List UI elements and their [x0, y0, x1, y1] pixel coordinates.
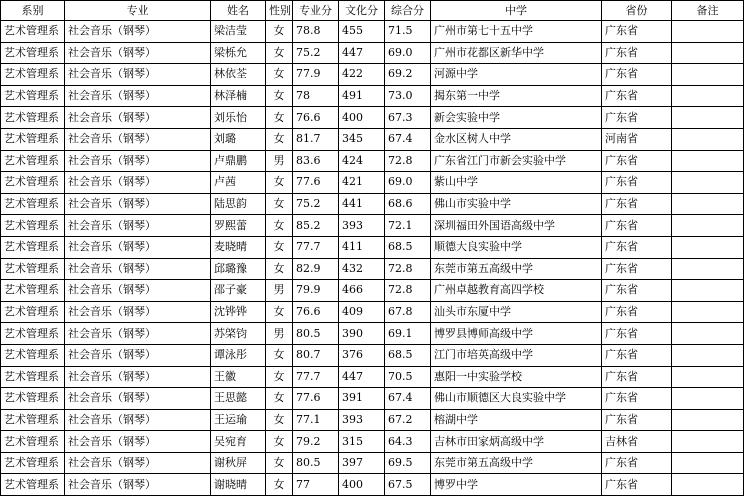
name-cell: 谢秋屏: [211, 452, 266, 474]
province-cell: 广东省: [602, 474, 672, 496]
composite-score-cell: 69.0: [385, 42, 431, 64]
header-composite-score: 综合分: [385, 1, 431, 21]
header-culture-score: 文化分: [339, 1, 385, 21]
composite-score-cell: 72.1: [385, 215, 431, 237]
header-department: 系别: [1, 1, 65, 21]
header-row: [1, 1, 744, 21]
remarks-cell: [672, 107, 744, 129]
high-school-cell: 东莞市第五高级中学: [431, 452, 602, 474]
major-cell: 社会音乐（钢琴）: [65, 215, 211, 237]
high-school-cell: 博罗中学: [431, 474, 602, 496]
remarks-cell: [672, 21, 744, 43]
major-score-cell: 82.9: [293, 258, 339, 280]
major-score-cell: 77.6: [293, 388, 339, 410]
province-cell: 广东省: [602, 193, 672, 215]
major-cell: 社会音乐（钢琴）: [65, 474, 211, 496]
major-cell: 社会音乐（钢琴）: [65, 280, 211, 302]
gender-cell: 女: [266, 215, 293, 237]
gender-cell: 女: [266, 193, 293, 215]
composite-score-cell: 68.6: [385, 193, 431, 215]
major-score-cell: 79.2: [293, 431, 339, 453]
culture-score-cell: 393: [339, 409, 385, 431]
table-row: [1, 323, 744, 345]
department-cell: 艺术管理系: [1, 388, 65, 410]
culture-score-cell: 432: [339, 258, 385, 280]
remarks-cell: [672, 388, 744, 410]
culture-score-cell: 421: [339, 172, 385, 194]
department-cell: 艺术管理系: [1, 323, 65, 345]
province-cell: 广东省: [602, 344, 672, 366]
remarks-cell: [672, 236, 744, 258]
gender-cell: 女: [266, 366, 293, 388]
gender-cell: 女: [266, 85, 293, 107]
name-cell: 邵子豪: [211, 280, 266, 302]
department-cell: 艺术管理系: [1, 172, 65, 194]
major-score-cell: 77.6: [293, 172, 339, 194]
major-cell: 社会音乐（钢琴）: [65, 236, 211, 258]
province-cell: 广东省: [602, 280, 672, 302]
name-cell: 苏棨钧: [211, 323, 266, 345]
header-remarks: 备注: [672, 1, 744, 21]
header-province: 省份: [602, 1, 672, 21]
table-header: [1, 1, 744, 21]
name-cell: 吴宛育: [211, 431, 266, 453]
culture-score-cell: 409: [339, 301, 385, 323]
high-school-cell: 惠阳一中实验学校: [431, 366, 602, 388]
composite-score-cell: 68.5: [385, 344, 431, 366]
composite-score-cell: 71.5: [385, 21, 431, 43]
high-school-cell: 广州市花都区新华中学: [431, 42, 602, 64]
gender-cell: 男: [266, 280, 293, 302]
culture-score-cell: 391: [339, 388, 385, 410]
table-row: [1, 409, 744, 431]
gender-cell: 男: [266, 323, 293, 345]
table-row: [1, 474, 744, 496]
name-cell: 梁栎允: [211, 42, 266, 64]
header-major-score: 专业分: [293, 1, 339, 21]
name-cell: 邱璐豫: [211, 258, 266, 280]
province-cell: 广东省: [602, 452, 672, 474]
name-cell: 刘乐怡: [211, 107, 266, 129]
department-cell: 艺术管理系: [1, 150, 65, 172]
major-cell: 社会音乐（钢琴）: [65, 388, 211, 410]
composite-score-cell: 69.5: [385, 452, 431, 474]
high-school-cell: 东莞市第五高级中学: [431, 258, 602, 280]
name-cell: 王运瑜: [211, 409, 266, 431]
high-school-cell: 博罗县博师高级中学: [431, 323, 602, 345]
remarks-cell: [672, 344, 744, 366]
high-school-cell: 新会实验中学: [431, 107, 602, 129]
name-cell: 沈铧铧: [211, 301, 266, 323]
composite-score-cell: 67.8: [385, 301, 431, 323]
culture-score-cell: 345: [339, 128, 385, 150]
department-cell: 艺术管理系: [1, 344, 65, 366]
province-cell: 广东省: [602, 323, 672, 345]
name-cell: 林泽楠: [211, 85, 266, 107]
table-row: [1, 150, 744, 172]
province-cell: 广东省: [602, 42, 672, 64]
high-school-cell: 揭东第一中学: [431, 85, 602, 107]
composite-score-cell: 67.5: [385, 474, 431, 496]
province-cell: 广东省: [602, 258, 672, 280]
gender-cell: 女: [266, 301, 293, 323]
name-cell: 卢茜: [211, 172, 266, 194]
province-cell: 广东省: [602, 236, 672, 258]
table-row: [1, 301, 744, 323]
major-score-cell: 77: [293, 474, 339, 496]
table-row: [1, 366, 744, 388]
remarks-cell: [672, 150, 744, 172]
culture-score-cell: 315: [339, 431, 385, 453]
major-score-cell: 76.6: [293, 301, 339, 323]
department-cell: 艺术管理系: [1, 42, 65, 64]
remarks-cell: [672, 301, 744, 323]
major-cell: 社会音乐（钢琴）: [65, 42, 211, 64]
major-score-cell: 75.2: [293, 193, 339, 215]
department-cell: 艺术管理系: [1, 452, 65, 474]
remarks-cell: [672, 42, 744, 64]
name-cell: 刘璐: [211, 128, 266, 150]
remarks-cell: [672, 323, 744, 345]
province-cell: 广东省: [602, 150, 672, 172]
remarks-cell: [672, 409, 744, 431]
remarks-cell: [672, 128, 744, 150]
remarks-cell: [672, 452, 744, 474]
department-cell: 艺术管理系: [1, 366, 65, 388]
high-school-cell: 江门市培英高级中学: [431, 344, 602, 366]
department-cell: 艺术管理系: [1, 128, 65, 150]
province-cell: 河南省: [602, 128, 672, 150]
department-cell: 艺术管理系: [1, 21, 65, 43]
high-school-cell: 广州市第七十五中学: [431, 21, 602, 43]
department-cell: 艺术管理系: [1, 236, 65, 258]
major-score-cell: 80.5: [293, 452, 339, 474]
major-score-cell: 78.8: [293, 21, 339, 43]
remarks-cell: [672, 64, 744, 86]
high-school-cell: 榕湖中学: [431, 409, 602, 431]
major-score-cell: 77.1: [293, 409, 339, 431]
culture-score-cell: 422: [339, 64, 385, 86]
major-cell: 社会音乐（钢琴）: [65, 366, 211, 388]
gender-cell: 女: [266, 64, 293, 86]
composite-score-cell: 67.3: [385, 107, 431, 129]
province-cell: 广东省: [602, 107, 672, 129]
major-cell: 社会音乐（钢琴）: [65, 128, 211, 150]
composite-score-cell: 70.5: [385, 366, 431, 388]
culture-score-cell: 466: [339, 280, 385, 302]
culture-score-cell: 397: [339, 452, 385, 474]
department-cell: 艺术管理系: [1, 193, 65, 215]
composite-score-cell: 72.8: [385, 150, 431, 172]
name-cell: 麦晓晴: [211, 236, 266, 258]
gender-cell: 女: [266, 388, 293, 410]
composite-score-cell: 68.5: [385, 236, 431, 258]
major-cell: 社会音乐（钢琴）: [65, 409, 211, 431]
composite-score-cell: 69.2: [385, 64, 431, 86]
culture-score-cell: 447: [339, 366, 385, 388]
name-cell: 卢鼎鹏: [211, 150, 266, 172]
composite-score-cell: 64.3: [385, 431, 431, 453]
table-row: [1, 193, 744, 215]
department-cell: 艺术管理系: [1, 107, 65, 129]
name-cell: 罗熙蕾: [211, 215, 266, 237]
department-cell: 艺术管理系: [1, 64, 65, 86]
gender-cell: 男: [266, 150, 293, 172]
gender-cell: 女: [266, 452, 293, 474]
high-school-cell: 深圳福田外国语高级中学: [431, 215, 602, 237]
gender-cell: 女: [266, 21, 293, 43]
department-cell: 艺术管理系: [1, 474, 65, 496]
culture-score-cell: 390: [339, 323, 385, 345]
gender-cell: 女: [266, 431, 293, 453]
name-cell: 林依荃: [211, 64, 266, 86]
major-cell: 社会音乐（钢琴）: [65, 85, 211, 107]
major-cell: 社会音乐（钢琴）: [65, 21, 211, 43]
high-school-cell: 佛山市实验中学: [431, 193, 602, 215]
high-school-cell: 吉林市田家炳高级中学: [431, 431, 602, 453]
culture-score-cell: 393: [339, 215, 385, 237]
composite-score-cell: 67.2: [385, 409, 431, 431]
major-cell: 社会音乐（钢琴）: [65, 107, 211, 129]
composite-score-cell: 73.0: [385, 85, 431, 107]
department-cell: 艺术管理系: [1, 301, 65, 323]
major-cell: 社会音乐（钢琴）: [65, 193, 211, 215]
name-cell: 谭泳彤: [211, 344, 266, 366]
culture-score-cell: 400: [339, 107, 385, 129]
department-cell: 艺术管理系: [1, 258, 65, 280]
table-row: [1, 215, 744, 237]
table-body: [1, 21, 744, 496]
gender-cell: 女: [266, 409, 293, 431]
province-cell: 广东省: [602, 172, 672, 194]
table-row: [1, 128, 744, 150]
table-row: [1, 64, 744, 86]
high-school-cell: 汕头市东厦中学: [431, 301, 602, 323]
major-score-cell: 77.7: [293, 366, 339, 388]
gender-cell: 女: [266, 107, 293, 129]
major-score-cell: 80.7: [293, 344, 339, 366]
name-cell: 王思懿: [211, 388, 266, 410]
composite-score-cell: 72.8: [385, 280, 431, 302]
major-score-cell: 83.6: [293, 150, 339, 172]
major-cell: 社会音乐（钢琴）: [65, 301, 211, 323]
major-score-cell: 77.7: [293, 236, 339, 258]
table-row: [1, 431, 744, 453]
province-cell: 广东省: [602, 85, 672, 107]
gender-cell: 女: [266, 128, 293, 150]
major-cell: 社会音乐（钢琴）: [65, 431, 211, 453]
province-cell: 广东省: [602, 409, 672, 431]
remarks-cell: [672, 85, 744, 107]
table-row: [1, 388, 744, 410]
table-row: [1, 42, 744, 64]
header-high-school: 中学: [431, 1, 602, 21]
major-cell: 社会音乐（钢琴）: [65, 150, 211, 172]
gender-cell: 女: [266, 172, 293, 194]
major-cell: 社会音乐（钢琴）: [65, 452, 211, 474]
table-row: [1, 85, 744, 107]
major-score-cell: 80.5: [293, 323, 339, 345]
major-score-cell: 77.9: [293, 64, 339, 86]
major-score-cell: 75.2: [293, 42, 339, 64]
header-name: 姓名: [211, 1, 266, 21]
culture-score-cell: 447: [339, 42, 385, 64]
name-cell: 陆思韵: [211, 193, 266, 215]
major-cell: 社会音乐（钢琴）: [65, 344, 211, 366]
province-cell: 广东省: [602, 366, 672, 388]
table-row: [1, 280, 744, 302]
gender-cell: 女: [266, 344, 293, 366]
province-cell: 吉林省: [602, 431, 672, 453]
table-row: [1, 452, 744, 474]
culture-score-cell: 376: [339, 344, 385, 366]
remarks-cell: [672, 280, 744, 302]
culture-score-cell: 455: [339, 21, 385, 43]
major-score-cell: 78: [293, 85, 339, 107]
gender-cell: 女: [266, 236, 293, 258]
table-row: [1, 107, 744, 129]
high-school-cell: 河源中学: [431, 64, 602, 86]
header-major: 专业: [65, 1, 211, 21]
culture-score-cell: 424: [339, 150, 385, 172]
composite-score-cell: 67.4: [385, 128, 431, 150]
name-cell: 王徽: [211, 366, 266, 388]
name-cell: 梁洁莹: [211, 21, 266, 43]
table-row: [1, 258, 744, 280]
remarks-cell: [672, 431, 744, 453]
major-cell: 社会音乐（钢琴）: [65, 258, 211, 280]
table-row: [1, 236, 744, 258]
province-cell: 广东省: [602, 215, 672, 237]
table-row: [1, 21, 744, 43]
department-cell: 艺术管理系: [1, 280, 65, 302]
major-score-cell: 76.6: [293, 107, 339, 129]
culture-score-cell: 491: [339, 85, 385, 107]
remarks-cell: [672, 366, 744, 388]
high-school-cell: 顺德大良实验中学: [431, 236, 602, 258]
table-row: [1, 344, 744, 366]
gender-cell: 女: [266, 42, 293, 64]
province-cell: 广东省: [602, 301, 672, 323]
province-cell: 广东省: [602, 21, 672, 43]
composite-score-cell: 72.8: [385, 258, 431, 280]
culture-score-cell: 411: [339, 236, 385, 258]
table-row: [1, 172, 744, 194]
major-cell: 社会音乐（钢琴）: [65, 172, 211, 194]
high-school-cell: 金水区树人中学: [431, 128, 602, 150]
major-score-cell: 81.7: [293, 128, 339, 150]
gender-cell: 女: [266, 474, 293, 496]
remarks-cell: [672, 215, 744, 237]
department-cell: 艺术管理系: [1, 409, 65, 431]
department-cell: 艺术管理系: [1, 85, 65, 107]
culture-score-cell: 441: [339, 193, 385, 215]
gender-cell: 女: [266, 258, 293, 280]
high-school-cell: 广东省江门市新会实验中学: [431, 150, 602, 172]
major-cell: 社会音乐（钢琴）: [65, 323, 211, 345]
remarks-cell: [672, 172, 744, 194]
header-gender: 性别: [266, 1, 293, 21]
province-cell: 广东省: [602, 64, 672, 86]
major-cell: 社会音乐（钢琴）: [65, 64, 211, 86]
composite-score-cell: 69.1: [385, 323, 431, 345]
high-school-cell: 广州卓越教育高四学校: [431, 280, 602, 302]
remarks-cell: [672, 258, 744, 280]
culture-score-cell: 400: [339, 474, 385, 496]
department-cell: 艺术管理系: [1, 215, 65, 237]
high-school-cell: 佛山市顺德区大良实验中学: [431, 388, 602, 410]
high-school-cell: 紫山中学: [431, 172, 602, 194]
province-cell: 广东省: [602, 388, 672, 410]
remarks-cell: [672, 474, 744, 496]
name-cell: 谢晓晴: [211, 474, 266, 496]
composite-score-cell: 69.0: [385, 172, 431, 194]
remarks-cell: [672, 193, 744, 215]
major-score-cell: 85.2: [293, 215, 339, 237]
composite-score-cell: 67.4: [385, 388, 431, 410]
major-score-cell: 79.9: [293, 280, 339, 302]
department-cell: 艺术管理系: [1, 431, 65, 453]
